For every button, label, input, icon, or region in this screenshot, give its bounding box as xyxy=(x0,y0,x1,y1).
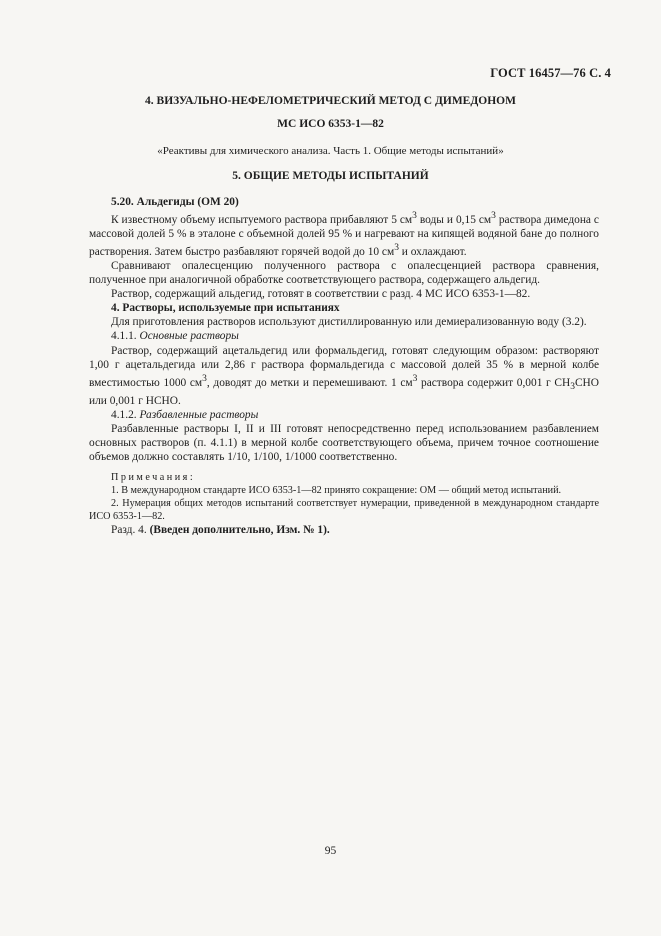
solutions-heading: 4. Растворы, используемые при испытаниях xyxy=(111,302,340,315)
standard-code: ГОСТ 16457—76 С. 4 xyxy=(490,66,611,80)
subsection-4-1-2-paragraph: Разбавленные растворы I, II и III готовят непосредственно перед использованием разбавлением основных растворов (п. 4.1.1) в мерной колбе соответствующего объема, причем точное соотношение объемов должно составлять 1/10, 1/100, 1/1000 соответственно. xyxy=(89,423,599,464)
section-title: 5. ОБЩИЕ МЕТОДЫ ИСПЫТАНИЙ xyxy=(232,170,429,182)
note-1: 1. В международном стандарте ИСО 6353-1—82 принято сокращение: ОМ — общий метод испытаний. xyxy=(111,485,562,497)
aldehydes-paragraph-1: К известному объему испытуемого раствора прибавляют 5 $см^3$ воды и 0,15 $см^3$ раствора димедона с массовой долей 5 % в эталоне с объемной долей 95 % и нагревают на кипящей водяной бане до полного растворения. Затем быстро разбавляют горячей водой до 10 $см^3$ и охлаждают. xyxy=(89,211,599,258)
aldehydes-paragraph-2: Сравнивают опалесценцию полученного раствора с опалесценцией раствора сравнения, полученное при аналогичной обработке соответствующего раствора, содержащего альдегид. xyxy=(89,259,599,287)
subsection-4-1-2-heading: 4.1.2. Разбавленные растворы xyxy=(111,408,259,421)
subsection-4-1-1-paragraph: Раствор, содержащий ацетальдегид или формальдегид, готовят следующим образом: растворяют 1,00 г ацетальдегида или 2,86 г раствора формальдегида с массовой долей 35 % в мерной колбе вместимостью 1000 $см^3$, доводят до метки и перемешивают. 1 $см^3$ раствора содержит 0,001 г $CH_3CHO$ или 0,001 г HCHO. xyxy=(89,344,600,407)
notes-label: Примечания: xyxy=(111,472,196,484)
aldehydes-paragraph-3: Раствор, содержащий альдегид, готовят в соответствии с разд. 4 МС ИСО 6353-1—82. xyxy=(111,288,531,301)
amendment-line: Разд. 4. (Введен дополнительно, Изм. № 1). xyxy=(111,524,330,537)
note-2: 2. Нумерация общих методов испытаний соответствует нумерации, приведенной в международном стандарте ИСО 6353-1—82. xyxy=(89,498,599,523)
method-title: 4. ВИЗУАЛЬНО-НЕФЕЛОМЕТРИЧЕСКИЙ МЕТОД С ДИМЕДОНОМ xyxy=(145,95,516,107)
body-text xyxy=(89,195,599,537)
reference-title: «Реактивы для химического анализа. Часть 1. Общие методы испытаний» xyxy=(157,145,504,157)
subsection-4-1-1-heading: 4.1.1. Основные растворы xyxy=(111,330,239,343)
notes-block xyxy=(89,471,599,523)
aldehydes-heading: 5.20. Альдегиды (ОМ 20) xyxy=(111,196,239,208)
page-number: 95 xyxy=(324,845,337,857)
solutions-paragraph: Для приготовления растворов используют дистиллированную или демиерализованную воду (3.2). xyxy=(111,316,587,329)
method-subtitle: МС ИСО 6353-1—82 xyxy=(277,118,384,130)
